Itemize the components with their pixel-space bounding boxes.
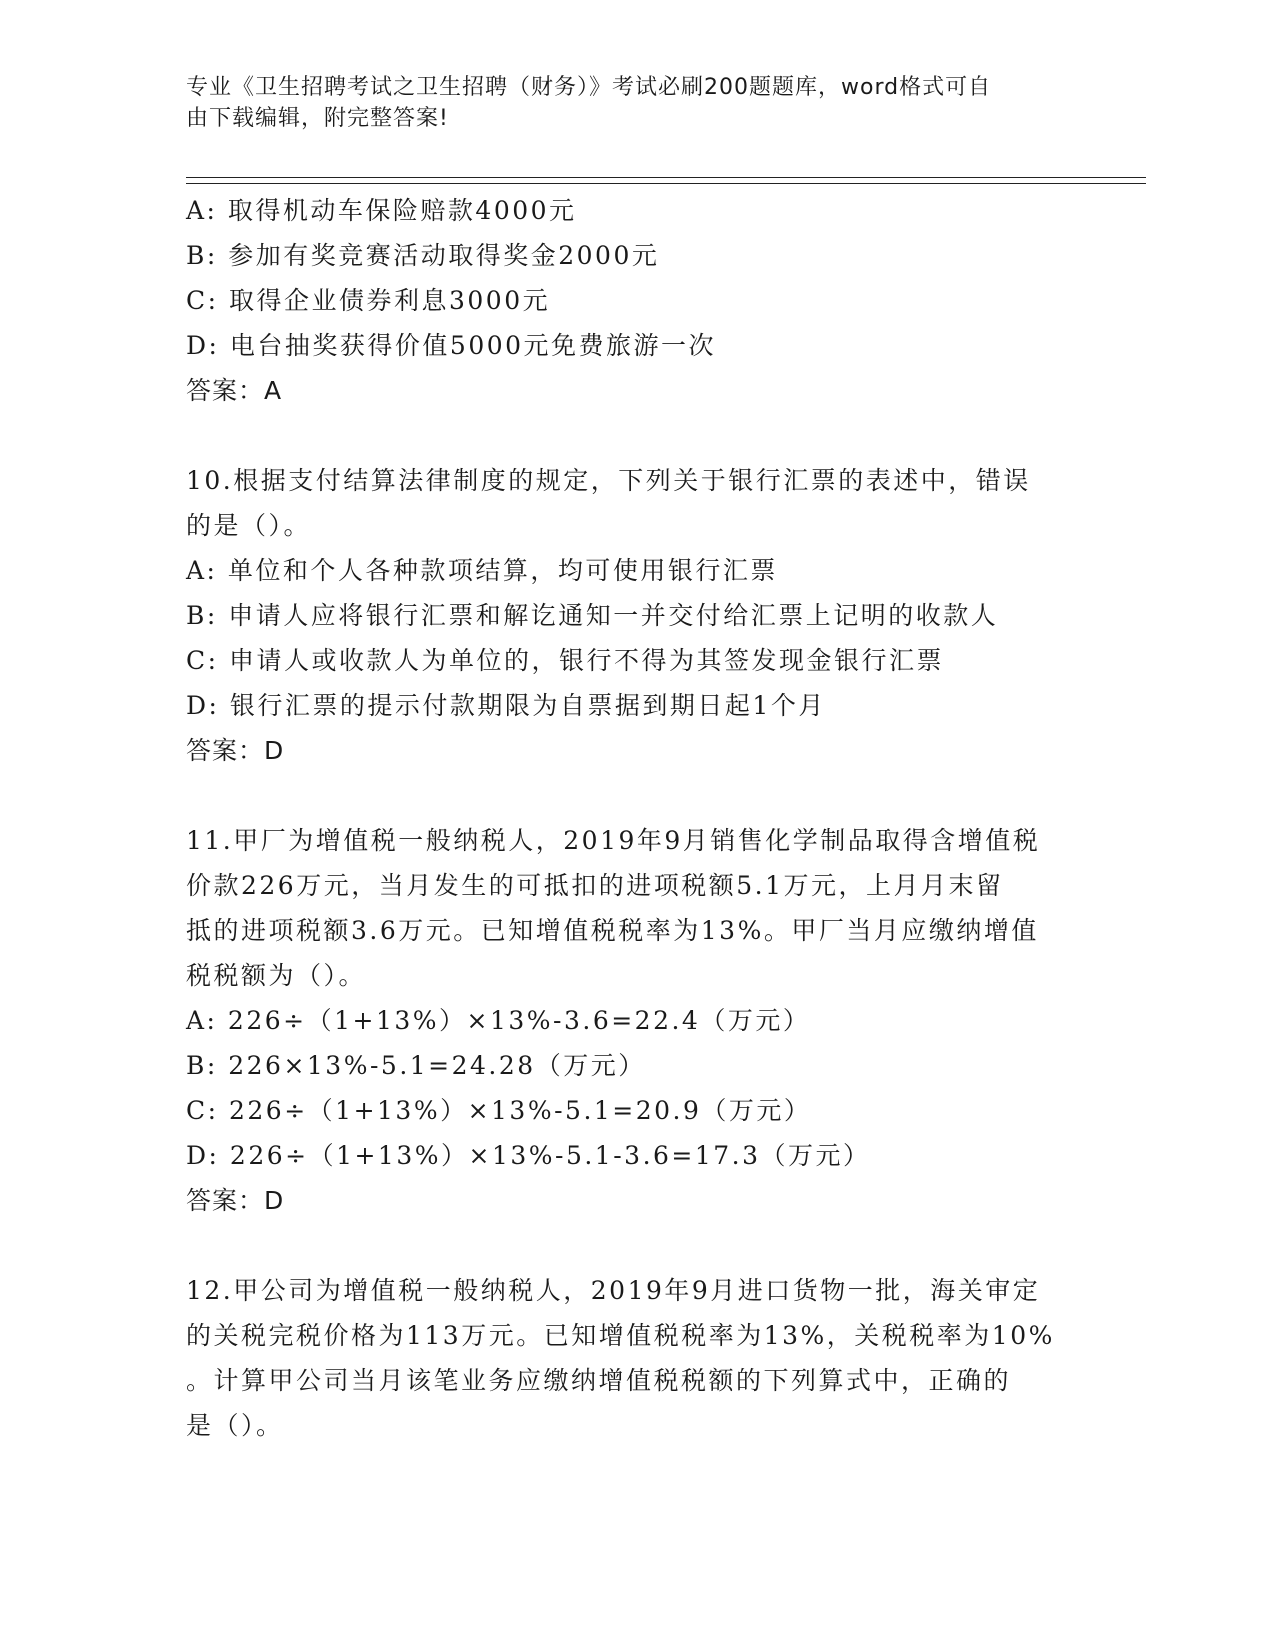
question-10-block bbox=[186, 458, 1086, 773]
question-12-block bbox=[186, 1268, 1086, 1448]
question-10-answer: 答案：D bbox=[186, 736, 285, 765]
question-9-option-b: B: 参加有奖竞赛活动取得奖金2000元 bbox=[186, 241, 660, 270]
question-11-stem-line-3: 抵的进项税额3.6万元。已知增值税税率为13%。甲厂当月应缴纳增值 bbox=[186, 916, 1039, 945]
question-10-option-a: A: 单位和个人各种款项结算，均可使用银行汇票 bbox=[186, 556, 778, 585]
spacer bbox=[186, 773, 1086, 818]
question-11-option-a: A: 226÷（1+13%）×13%-3.6=22.4（万元） bbox=[186, 1006, 811, 1035]
question-11-option-c: C: 226÷（1+13%）×13%-5.1=20.9（万元） bbox=[186, 1096, 812, 1125]
question-9-answer: 答案：A bbox=[186, 376, 283, 405]
question-11-stem-line-2: 价款226万元，当月发生的可抵扣的进项税额5.1万元，上月月末留 bbox=[186, 871, 1004, 900]
question-10-stem-line-1: 10.根据支付结算法律制度的规定，下列关于银行汇票的表述中，错误 bbox=[186, 466, 1031, 495]
question-12-stem-line-4: 是（）。 bbox=[186, 1411, 284, 1440]
document-body bbox=[186, 188, 1086, 1448]
question-9-option-d: D: 电台抽奖获得价值5000元免费旅游一次 bbox=[186, 331, 717, 360]
spacer bbox=[186, 413, 1086, 458]
question-10-stem-line-2: 的是（）。 bbox=[186, 511, 312, 540]
document-header bbox=[186, 72, 1066, 134]
question-11-block bbox=[186, 818, 1086, 1223]
question-9-option-a: A: 取得机动车保险赔款4000元 bbox=[186, 196, 577, 225]
question-12-stem-line-1: 12.甲公司为增值税一般纳税人，2019年9月进口货物一批，海关审定 bbox=[186, 1276, 1041, 1305]
question-9-block bbox=[186, 188, 1086, 413]
question-11-answer: 答案：D bbox=[186, 1186, 285, 1215]
question-11-stem-line-4: 税税额为（）。 bbox=[186, 961, 367, 990]
question-9-option-c: C: 取得企业债券利息3000元 bbox=[186, 286, 551, 315]
question-12-stem-line-3: 。计算甲公司当月该笔业务应缴纳增值税税额的下列算式中，正确的 bbox=[186, 1366, 1012, 1395]
question-10-option-c: C: 申请人或收款人为单位的，银行不得为其签发现金银行汇票 bbox=[186, 646, 945, 675]
header-divider-top bbox=[186, 177, 1146, 178]
question-11-option-b: B: 226×13%-5.1=24.28（万元） bbox=[186, 1051, 646, 1080]
spacer bbox=[186, 1223, 1086, 1268]
question-10-option-d: D: 银行汇票的提示付款期限为自票据到期日起1个月 bbox=[186, 691, 826, 720]
question-10-option-b: B: 申请人应将银行汇票和解讫通知一并交付给汇票上记明的收款人 bbox=[186, 601, 999, 630]
question-11-option-d: D: 226÷（1+13%）×13%-5.1-3.6=17.3（万元） bbox=[186, 1141, 871, 1170]
header-line-2: 由下载编辑，附完整答案! bbox=[186, 106, 449, 131]
question-12-stem-line-2: 的关税完税价格为113万元。已知增值税税率为13%，关税税率为10% bbox=[186, 1321, 1055, 1350]
header-line-1: 专业《卫生招聘考试之卫生招聘（财务）》考试必刷200题题库，word格式可自 bbox=[186, 75, 992, 100]
question-11-stem-line-1: 11.甲厂为增值税一般纳税人，2019年9月销售化学制品取得含增值税 bbox=[186, 826, 1041, 855]
header-divider-bottom bbox=[186, 183, 1146, 184]
